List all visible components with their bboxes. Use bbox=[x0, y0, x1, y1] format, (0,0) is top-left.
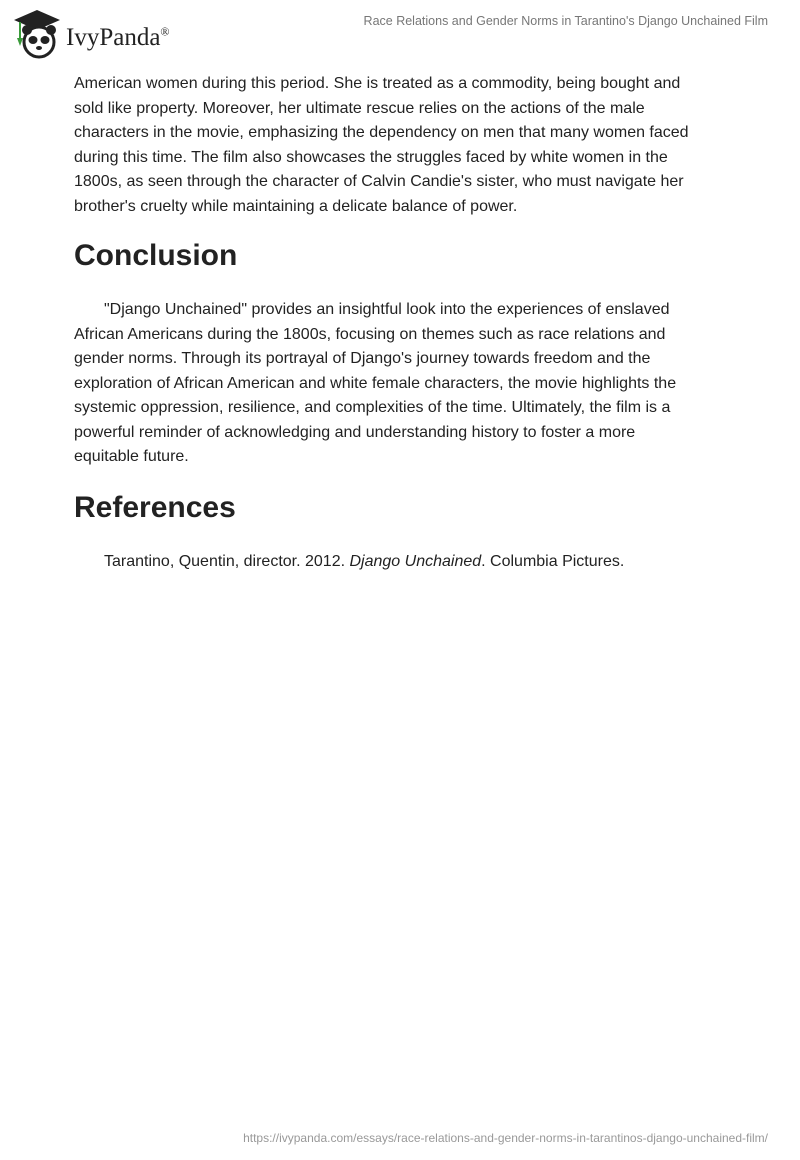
text-line: during this time. The film also showcases the struggles faced by white women in the bbox=[74, 148, 668, 166]
text-line: systemic oppression, resilience, and complexities of the time. Ultimately, the film is a bbox=[74, 399, 671, 416]
source-url[interactable]: https://ivypanda.com/essays/race-relations-and-gender-norms-in-tarantinos-django-unchained-film/ bbox=[243, 1131, 768, 1145]
brand-name: IvyPanda® bbox=[66, 24, 170, 51]
panda-graduate-icon bbox=[12, 8, 62, 60]
text-line: characters in the movie, emphasizing the dependency on men that many women faced bbox=[74, 124, 689, 141]
text-line: equitable future. bbox=[74, 448, 189, 465]
text-line: exploration of African American and white female characters, the movie highlights the bbox=[74, 374, 677, 392]
reference-entry: Tarantino, Quentin, director. 2012. Django Unchained. Columbia Pictures. bbox=[104, 553, 625, 570]
text-line: "Django Unchained" provides an insightful look into the experiences of enslaved bbox=[104, 301, 670, 318]
ivypanda-logo[interactable] bbox=[12, 8, 170, 60]
conclusion-heading: Conclusion bbox=[74, 239, 238, 272]
text-line: gender norms. Through its portrayal of Django's journey towards freedom and the bbox=[74, 350, 651, 367]
text-line: American women during this period. She is treated as a commodity, being bought and bbox=[74, 75, 681, 92]
text-line: brother's cruelty while maintaining a delicate balance of power. bbox=[74, 197, 518, 215]
references-heading: References bbox=[74, 491, 236, 524]
text-line: 1800s, as seen through the character of Calvin Candie's sister, who must navigate her bbox=[74, 173, 684, 190]
text-line: powerful reminder of acknowledging and understanding history to foster a more bbox=[74, 423, 636, 441]
document-title: Race Relations and Gender Norms in Tarantino's Django Unchained Film bbox=[363, 14, 768, 28]
text-line: sold like property. Moreover, her ultimate rescue relies on the actions of the male bbox=[74, 99, 645, 117]
text-line: African Americans during the 1800s, focusing on themes such as race relations and bbox=[74, 325, 666, 343]
